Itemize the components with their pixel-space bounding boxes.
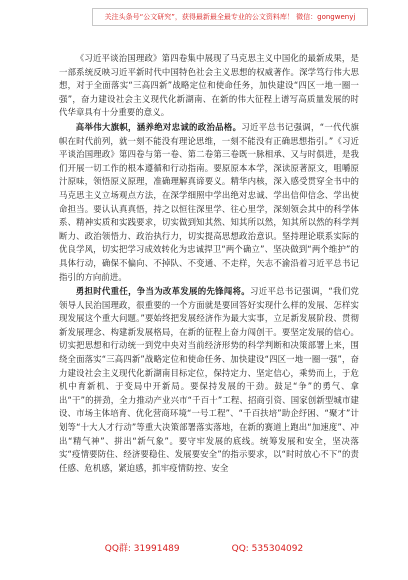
- paragraph-loyalty: [59, 121, 359, 284]
- paragraph-lead: 高举伟大旗帜，涵养绝对忠诚的政治品格。: [75, 121, 242, 132]
- paragraph-lead: 勇担时代重任，争当为改革发展的先锋闯将。: [75, 286, 251, 297]
- paragraph-intro: [59, 52, 359, 120]
- paragraph-development: [59, 285, 359, 475]
- footer-qq: QQ: 535304092: [231, 544, 304, 554]
- paragraph-text: 习近平总书记强调，“一代代旗帜在时代前列，就一刻不能没有理论思维，一刻不能没有正确思想指引。”《习近平谈治国理政》第四卷与第一卷、第二卷第三卷既一脉相承、又与时俱进，是我们开展一切工作的根本遵循和行动指南。要原原本本学，深读原著原文，咀嚼原汁原味，领悟原义原理，准确理解真谛要义。精华内核，深入感受贯穿全书中的马克思主义立场观点方法，在深学细照中学出绝对忠诚、学出信仰信念、学出使命担当。要认认真真悟，持之以恒往深里学、往心里学，深刻领会其中的科学体系、精神实质和实践要求，切实做到知其然、知其所以然，知其所以然的科学判断力、政治领悟力、政治执行力，切实提高思想政治意识。坚持理论联系实际的优良学风，切实把学习成效转化为忠诚捍卫“两个确立”、坚决做到“两个维护”的具体行动，确保不偏向、不掉队、不变通、不走样，矢志不渝沿着习近平总书记指引的方向前进。: [59, 121, 359, 282]
- top-banner: 关注头条号“公文研究”，获得最新最全最专业的公文资料库！ 微信：gongwenyj: [92, 8, 368, 26]
- paragraph-text: 《习近平谈治国理政》第四卷集中展现了马克思主义中国化的最新成果，是一部系统反映习近平新时代中国特色社会主义思想的权威著作。深学笃行伟大思想，对于全面落实“三高四新”战略定位和使命任务，加快建设“四区一地一圈一强”，奋力建设社会主义现代化新湖南、在新的伟大征程上谱写高质量发展的时代华章具有十分重要的意义。: [59, 53, 359, 118]
- footer-qq-group: QQ群: 31991489: [104, 544, 180, 554]
- page-footer: [0, 541, 408, 554]
- paragraph-text: 习近平总书记强调，“我们党领导人民治国理政，很重要的一个方面就是要回答好实现什么样的发展、怎样实现发展这个重大问题。”要始终把发展经济作为最大实事，立足新发展阶段、贯彻新发展理念、构建新发展格局，在新的征程上奋力闯创干。要坚定发展的信心。切实把思想和行动统一到党中央对当前经济形势的科学判断和决策部署上来，围绕全面落实“三高四新”战略定位和使命任务、加快建设“四区一地一圈一强”，奋力建设社会主义现代化新湖南目标定位，保持定力、坚定信心，乘势而上，于危机中育新机、于变局中开新局。要保持发展的干劲。鼓足“争”的勇气、拿出“干”的拼劲，全力推动产业兴市“千百十”工程、招商引资、国家创新型城市建设、市场主体培育、优化营商环境“一号工程”、“千百扶培”助企纾困、“聚才”计划等“十大人才行动”等重大决策部署落实落地，在新的赛道上跑出“加速度”、冲出“精气神”、拼出“新气象”。要守牢发展的底线。统筹发展和安全，坚决落实“疫情要防住、经济要稳住、发展要安全”的指示要求，以“时时放心不下”的责任感、危机感，紧迫感，抓牢疫情防控、安全: [59, 286, 360, 473]
- document-body: [59, 52, 359, 475]
